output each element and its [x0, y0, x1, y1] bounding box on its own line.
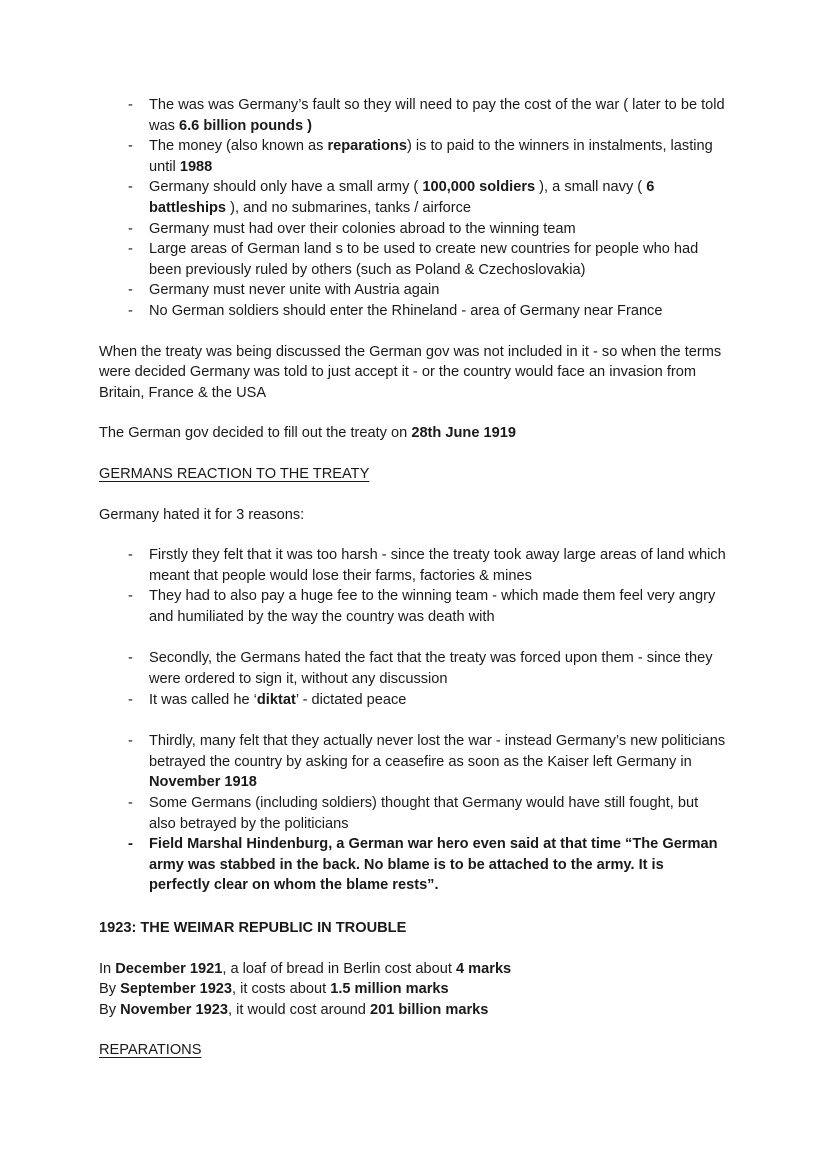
plain-text: ), and no submarines, tanks / airforce — [226, 199, 472, 216]
plain-text: , it costs about — [232, 981, 331, 998]
spacer — [99, 1020, 727, 1040]
list-item-text — [149, 282, 439, 298]
list-item-text — [149, 138, 713, 175]
plain-text: No German soldiers should enter the Rhineland - area of Germany near France — [149, 302, 663, 319]
list-item — [99, 731, 727, 793]
list-item-text — [149, 692, 406, 708]
heading-reparations: REPARATIONS — [99, 1042, 202, 1059]
reason-group-2-list — [99, 648, 727, 710]
list-item — [99, 545, 727, 586]
heading-germans-reaction: GERMANS REACTION TO THE TREATY — [99, 465, 370, 482]
list-item — [99, 95, 727, 136]
inflation-line — [99, 1000, 727, 1021]
plain-text: In — [99, 960, 116, 977]
plain-text: Some Germans (including soldiers) thought that Germany would have still fought, but also betrayed by the politicians — [149, 795, 699, 832]
bold-text: November 1923 — [120, 1001, 228, 1018]
dash-bullet-icon: - — [128, 220, 133, 237]
bold-text: 100,000 soldiers — [422, 179, 536, 196]
plain-text: It was called he ‘ — [149, 691, 257, 708]
plain-text: Germany should only have a small army ( — [149, 179, 423, 196]
list-item-text — [149, 303, 662, 319]
list-item — [99, 793, 727, 834]
plain-text: ’ - dictated peace — [295, 691, 407, 708]
spacer — [99, 322, 727, 342]
list-item-text — [149, 733, 725, 790]
list-item — [99, 834, 727, 896]
plain-text: The was was Germany’s fault so they will need to pay the cost of the war ( later to be told was — [149, 97, 725, 134]
spacer — [99, 896, 727, 918]
reason-group-3-list — [99, 731, 727, 896]
bold-text: 28th June 1919 — [411, 425, 516, 442]
list-item-text — [149, 650, 713, 687]
spacer — [99, 444, 727, 464]
dash-bullet-icon: - — [128, 302, 133, 319]
list-item-text — [149, 547, 726, 584]
dash-bullet-icon: - — [128, 97, 133, 113]
paragraph-reasons-intro — [99, 505, 727, 526]
spacer — [99, 939, 727, 959]
plain-text: When the treaty was being discussed the German gov was not included in it - so when the terms were decided Germany was told to just accept it - or the country would face an invasion from Britain, France & the USA — [99, 343, 722, 401]
plain-text: Secondly, the Germans hated the fact that the treaty was forced upon them - since they were ordered to sign it, without any discussion — [149, 650, 713, 688]
list-item-text — [149, 221, 576, 237]
list-item-text — [149, 241, 698, 278]
heading-reparations-wrap — [99, 1040, 727, 1061]
spacer — [99, 485, 727, 505]
list-item-text — [149, 97, 725, 134]
inflation-line — [99, 979, 727, 1000]
plain-text: Thirdly, many felt that they actually never lost the war - instead Germany’s new politicians betrayed the country by asking for a ceasefire as soon as the Kaiser left Germany in — [149, 733, 726, 770]
bold-text: 1.5 million marks — [330, 981, 449, 998]
bold-text: diktat — [256, 691, 296, 708]
bold-text: Field Marshal Hindenburg — [149, 836, 329, 853]
plain-text: By — [99, 981, 121, 998]
list-item — [99, 690, 727, 711]
list-item — [99, 177, 727, 218]
list-item-text — [149, 795, 698, 832]
plain-text: Firstly they felt that it was too harsh - since the treaty took away large areas of land which meant that people would lose their farms, factories & mines — [149, 547, 726, 584]
heading-weimar-republic: 1923: THE WEIMAR REPUBLIC IN TROUBLE — [99, 920, 407, 936]
plain-text: ) is to paid to the winners in instalments, lasting until — [149, 138, 713, 175]
plain-text: Germany must never unite with Austria again — [149, 282, 440, 299]
list-item — [99, 301, 727, 322]
list-item — [99, 648, 727, 689]
plain-text: , a German war hero even said at that time “ — [328, 836, 633, 853]
heading-germans-reaction-wrap — [99, 464, 727, 485]
bold-text: The German army was stabbed in the back. No blame is to be attached to the army. It is perfectly clear on whom the blame rests”. — [149, 836, 718, 894]
paragraph-treaty-discussion — [99, 342, 727, 404]
spacer — [99, 403, 727, 423]
plain-text: , it would cost around — [228, 1001, 370, 1018]
list-item — [99, 239, 727, 280]
bold-text: December 1921 — [115, 960, 223, 977]
dash-bullet-icon: - — [128, 733, 133, 750]
paragraph-treaty-signing — [99, 423, 727, 444]
dash-bullet-icon: - — [128, 282, 133, 299]
dash-bullet-icon: - — [128, 588, 133, 605]
bold-text: 201 billion marks — [369, 1001, 489, 1018]
dash-bullet-icon: - — [128, 795, 133, 812]
dash-bullet-icon: - — [128, 835, 133, 853]
bold-text: 4 marks — [456, 960, 512, 977]
dash-bullet-icon: - — [128, 241, 133, 258]
list-item — [99, 280, 727, 301]
spacer — [99, 627, 727, 648]
list-item-text — [149, 588, 715, 625]
inflation-line — [99, 959, 727, 980]
spacer — [99, 525, 727, 545]
plain-text: Large areas of German land s to be used to create new countries for people who had been previously ruled by others (such as Poland & Czechoslovakia) — [149, 241, 699, 278]
dash-bullet-icon: - — [128, 691, 133, 708]
dash-bullet-icon: - — [128, 650, 133, 667]
plain-text: The German gov decided to fill out the treaty on — [99, 425, 412, 442]
dash-bullet-icon: - — [128, 179, 133, 196]
reason-group-1-list — [99, 545, 727, 627]
inflation-lines — [99, 959, 727, 1021]
treaty-terms-list — [99, 95, 727, 322]
spacer — [99, 710, 727, 731]
bold-text: reparations — [327, 138, 407, 155]
bold-text: 1988 — [179, 158, 213, 175]
plain-text: ), a small navy ( — [535, 179, 647, 196]
list-item — [99, 586, 727, 627]
plain-text: Germany hated it for 3 reasons: — [99, 506, 305, 523]
bold-text: 6 battleships — [149, 179, 655, 216]
bold-text: September 1923 — [120, 981, 233, 998]
plain-text: Germany must had over their colonies abroad to the winning team — [149, 220, 576, 237]
list-item-text — [149, 836, 718, 893]
dash-bullet-icon: - — [128, 138, 133, 155]
list-item-text — [149, 179, 654, 216]
plain-text: They had to also pay a huge fee to the winning team - which made them feel very angry and humiliated by the way the country was death with — [149, 588, 716, 625]
plain-text: The money (also known as — [149, 138, 328, 155]
list-item — [99, 136, 727, 177]
dash-bullet-icon: - — [128, 547, 133, 564]
plain-text: By — [99, 1001, 121, 1018]
list-item — [99, 219, 727, 240]
bold-text: 6.6 billion pounds ) — [179, 117, 312, 134]
bold-text: November 1918 — [149, 774, 257, 791]
plain-text: , a loaf of bread in Berlin cost about — [222, 960, 456, 977]
document-body — [99, 95, 727, 1061]
